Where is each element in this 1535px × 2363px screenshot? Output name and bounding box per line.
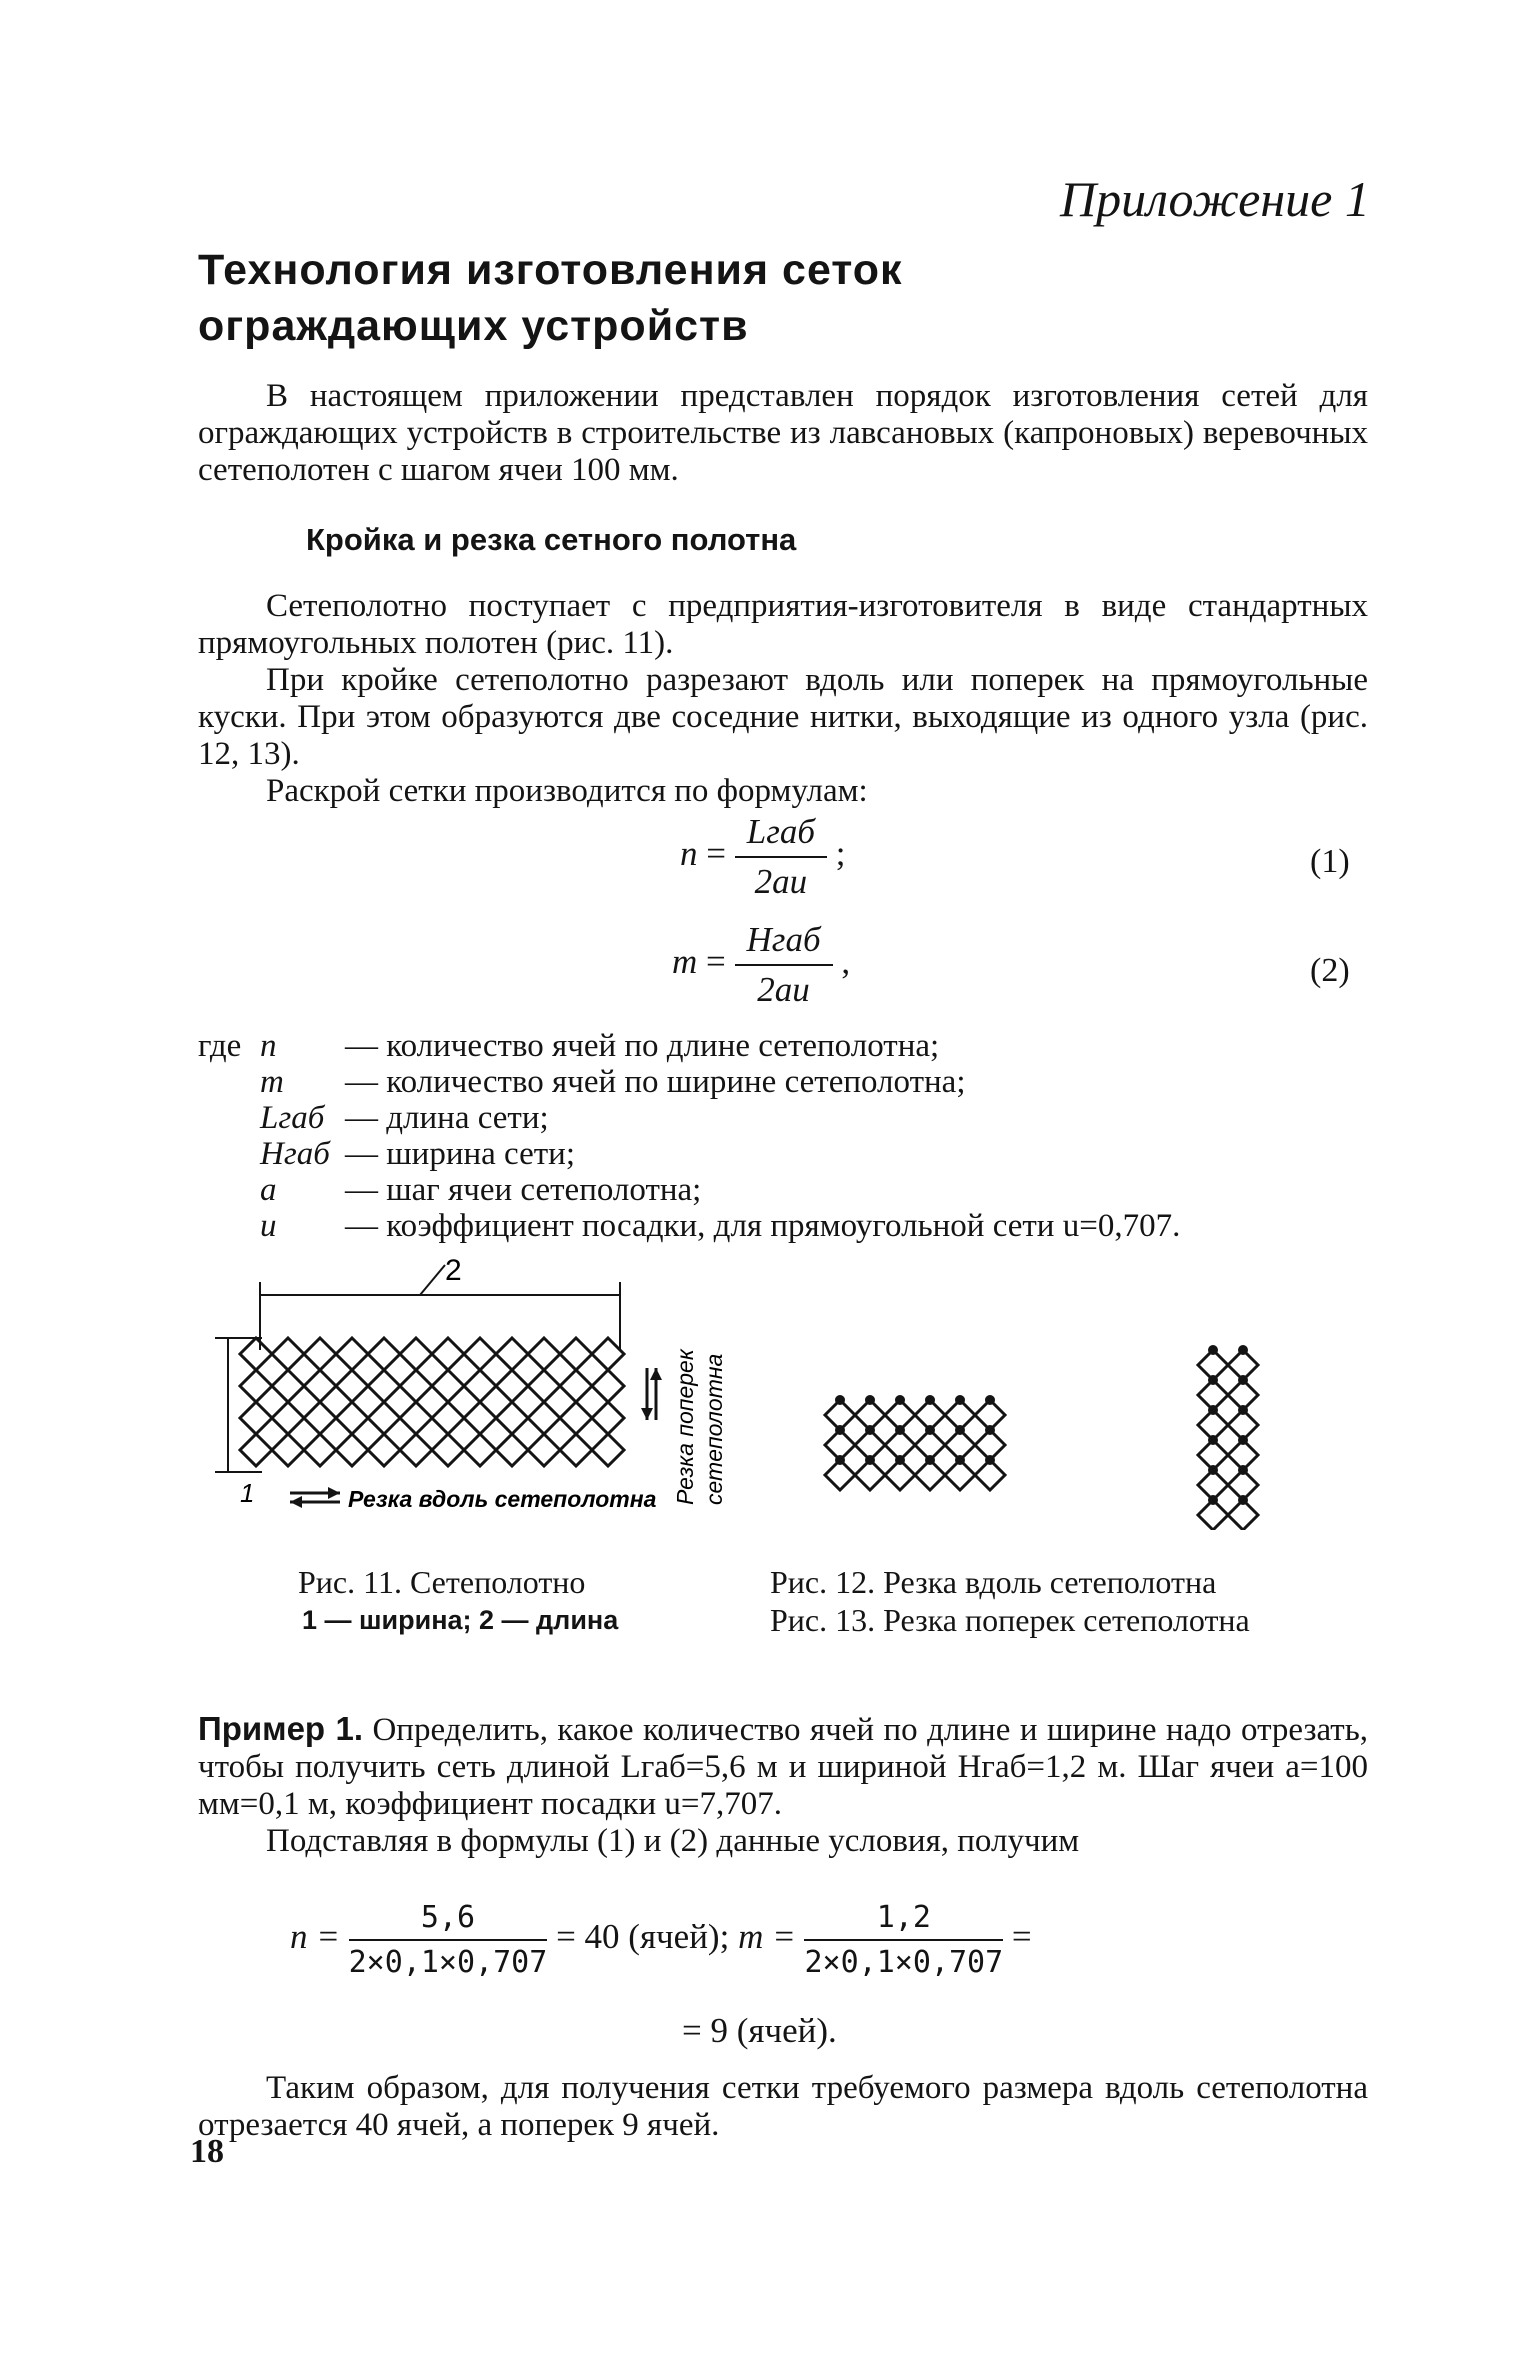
mesh-cell (560, 1402, 592, 1434)
intro-paragraph (198, 378, 1368, 489)
mesh-knot (835, 1425, 845, 1435)
mesh-cell (368, 1370, 400, 1402)
fig11-cut-across-label-1: Резка поперек (672, 1349, 698, 1505)
mesh-knot (1238, 1435, 1248, 1445)
mesh-knot (895, 1425, 905, 1435)
mesh-cell (272, 1338, 304, 1370)
definition-text: — количество ячей по длине сетеполотна; (345, 1028, 940, 1064)
figure-12-net (825, 1395, 1005, 1490)
mesh-knot (925, 1455, 935, 1465)
mesh-cell (400, 1338, 432, 1370)
formula-1 (680, 812, 845, 902)
calc-m-denominator: 2×0,1×0,707 (804, 1945, 1004, 1980)
mesh-knot (925, 1395, 935, 1405)
example-block (198, 1710, 1368, 1860)
calculation-line (290, 1900, 1032, 1980)
mesh-knot (955, 1395, 965, 1405)
caption-11: Рис. 11. Сетеполотно (298, 1564, 586, 1600)
example-text: Определить, какое количество ячей по длине и ширине надо отрезать, чтобы получить сеть длиной Lгаб=5,6 м и шириной Hгаб=1,2 м. Шаг ячеи a=100 мм=0,1 м, коэффициент посадки u=7,707. (198, 1712, 1369, 1822)
definition-row (198, 1208, 1180, 1244)
mesh-cell (368, 1402, 400, 1434)
calc-n-result: = 40 (ячей); (556, 1917, 730, 1957)
mesh-cell (464, 1402, 496, 1434)
mesh-knot (1238, 1345, 1248, 1355)
mesh-cell (592, 1370, 624, 1402)
caption-13: Рис. 13. Резка поперек сетеполотна (770, 1602, 1250, 1638)
formula-2-tail: , (841, 942, 851, 982)
definition-text: — шаг ячеи сетеполотна; (345, 1172, 702, 1208)
conclusion-text: Таким образом, для получения сетки требуемого размера вдоль сетеполотна отрезается 40 ячей, а поперек 9 ячей. (198, 2070, 1368, 2143)
mesh-cell (400, 1370, 432, 1402)
mesh-knot (1208, 1405, 1218, 1415)
formula-2-numerator: Hгаб (735, 920, 833, 966)
mesh-cell (464, 1370, 496, 1402)
formula-1-lhs: n (680, 834, 698, 874)
mesh-cell (528, 1434, 560, 1466)
mesh-cell (496, 1434, 528, 1466)
calc-n-fraction (349, 1900, 548, 1980)
mesh-cell (528, 1338, 560, 1370)
mesh-cell (336, 1434, 368, 1466)
mesh-cell (496, 1338, 528, 1370)
document-title (198, 242, 1198, 354)
mesh-knot (1208, 1435, 1218, 1445)
mesh-knot (835, 1455, 845, 1465)
mesh-knot (895, 1455, 905, 1465)
definition-row (198, 1136, 1180, 1172)
fig11-label-1: 1 (240, 1478, 255, 1508)
mesh-cell (240, 1402, 272, 1434)
mesh-cell (464, 1434, 496, 1466)
mesh-knot (865, 1425, 875, 1435)
page-number: 18 (190, 2133, 224, 2170)
mesh-knot (925, 1425, 935, 1435)
mesh-cell (560, 1370, 592, 1402)
definition-row (198, 1064, 1180, 1100)
definition-symbol: Hгаб (260, 1136, 330, 1172)
calc-n-lhs: n = (290, 1917, 340, 1957)
mesh-knot (955, 1425, 965, 1435)
definition-text: — количество ячей по ширине сетеполотна; (345, 1064, 966, 1100)
title-line-1: Технология изготовления сеток (198, 246, 903, 294)
formula-1-denominator: 2au (754, 862, 808, 901)
mesh-cell (272, 1434, 304, 1466)
formula-2 (672, 920, 850, 1010)
paragraph-1: Сетеполотно поступает с предприятия-изготовителя в виде стандартных прямоугольных полотен (рис. 11). (198, 588, 1368, 661)
caption-11-sub: 1 — ширина; 2 — длина (302, 1605, 619, 1635)
appendix-label: Приложение 1 (1060, 171, 1370, 227)
example-paragraph (198, 1710, 1368, 1823)
figures-area (0, 1250, 1535, 1530)
mesh-cell (304, 1370, 336, 1402)
mesh-cell (304, 1402, 336, 1434)
formula-1-tail: ; (835, 834, 846, 874)
formula-2-fraction (735, 920, 833, 1010)
mesh-cell (560, 1338, 592, 1370)
mesh-cell (432, 1402, 464, 1434)
mesh-knot (1238, 1375, 1248, 1385)
mesh-cell (496, 1370, 528, 1402)
mesh-knot (985, 1395, 995, 1405)
fig11-label-2: 2 (445, 1254, 462, 1287)
mesh-cell (432, 1370, 464, 1402)
figure-13-net (1198, 1345, 1258, 1530)
calc-m-tail: = (1011, 1917, 1032, 1957)
formula-2-denominator: 2au (757, 970, 810, 1009)
mesh-knot (1208, 1345, 1218, 1355)
paragraph-3: Раскрой сетки производится по формулам: (266, 773, 868, 809)
calc-m-fraction (804, 1900, 1003, 1980)
conclusion-paragraph (198, 2070, 1368, 2144)
mesh-cell (528, 1370, 560, 1402)
mesh-cell (496, 1402, 528, 1434)
figure-11 (215, 1254, 727, 1512)
calc-m-numerator: 1,2 (804, 1900, 1003, 1941)
title-line-2: ограждающих устройств (198, 302, 749, 350)
mesh-knot (985, 1455, 995, 1465)
mesh-cell (304, 1434, 336, 1466)
mesh-cell (368, 1338, 400, 1370)
mesh-knot (1238, 1495, 1248, 1505)
formula-1-numerator: Lгаб (735, 812, 827, 858)
definition-symbol: m (260, 1064, 284, 1100)
mesh-cell (592, 1434, 624, 1466)
formula-2-eq: = (706, 942, 726, 982)
formula-1-eq: = (706, 834, 726, 874)
mesh-cell (560, 1434, 592, 1466)
paragraph-2: При кройке сетеполотно разрезают вдоль или поперек на прямоугольные куски. При этом образуются две соседние нитки, выходящие из одного узла (рис. 12, 13). (198, 662, 1368, 772)
definitions-list (198, 1028, 1180, 1244)
mesh-cell (272, 1370, 304, 1402)
formula-2-lhs: m (672, 942, 698, 982)
mesh-cell (464, 1338, 496, 1370)
formula-1-number: (1) (1310, 843, 1350, 880)
formula-2-number: (2) (1310, 952, 1350, 989)
section-heading: Кройка и резка сетного полотна (306, 522, 797, 557)
definition-symbol: a (260, 1172, 277, 1208)
calc-m-lhs: m = (738, 1917, 796, 1957)
definition-row (198, 1028, 1180, 1064)
mesh-cell (240, 1434, 272, 1466)
definition-text: — ширина сети; (345, 1136, 575, 1172)
figure-11-caption (298, 1563, 618, 1639)
mesh-knot (1208, 1495, 1218, 1505)
definition-text: — длина сети; (345, 1100, 549, 1136)
mesh-cell (368, 1434, 400, 1466)
definition-row (198, 1100, 1180, 1136)
definition-symbol: n (260, 1028, 277, 1064)
mesh-cell (240, 1338, 272, 1370)
intro-text: В настоящем приложении представлен порядок изготовления сетей для ограждающих устройств в строительстве из лавсановых (капроновых) веревочных сетеполотен с шагом ячеи 100 мм. (198, 378, 1368, 488)
definitions-where: где (198, 1028, 242, 1064)
mesh-knot (895, 1395, 905, 1405)
calc-n-denominator: 2×0,1×0,707 (348, 1945, 548, 1980)
mesh-cell (400, 1434, 432, 1466)
mesh-knot (865, 1395, 875, 1405)
definition-text: — коэффициент посадки, для прямоугольной сети u=0,707. (345, 1208, 1181, 1244)
calc-n-numerator: 5,6 (349, 1900, 548, 1941)
calc-m-result: = 9 (ячей). (682, 2011, 837, 2050)
mesh-knot (865, 1455, 875, 1465)
mesh-knot (985, 1425, 995, 1435)
mesh-cell (336, 1402, 368, 1434)
mesh-cell (272, 1402, 304, 1434)
formula-1-fraction (735, 812, 827, 902)
mesh-cell (240, 1370, 272, 1402)
mesh-cell (432, 1338, 464, 1370)
mesh-cell (592, 1402, 624, 1434)
definition-symbol: u (260, 1208, 277, 1244)
mesh-knot (1238, 1465, 1248, 1475)
mesh-cell (400, 1402, 432, 1434)
fig11-cut-across-label-2: сетеполотна (701, 1353, 727, 1505)
mesh-cell (528, 1402, 560, 1434)
mesh-knot (1208, 1465, 1218, 1475)
mesh-knot (1208, 1375, 1218, 1385)
mesh-knot (1238, 1405, 1248, 1415)
mesh-cell (432, 1434, 464, 1466)
definition-row (198, 1172, 1180, 1208)
mesh-cell (304, 1338, 336, 1370)
example-label: Пример 1. (198, 1710, 363, 1747)
example-substitute: Подставляя в формулы (1) и (2) данные условия, получим (266, 1823, 1080, 1859)
definition-symbol: Lгаб (260, 1100, 325, 1136)
mesh-cell (336, 1370, 368, 1402)
mesh-cell (336, 1338, 368, 1370)
body-paragraphs (198, 588, 1368, 810)
fig11-cut-along-label: Резка вдоль сетеполотна (348, 1486, 657, 1512)
fig11-net (240, 1338, 624, 1466)
mesh-knot (955, 1455, 965, 1465)
figure-12-13-captions (770, 1563, 1250, 1639)
mesh-knot (835, 1395, 845, 1405)
caption-12: Рис. 12. Резка вдоль сетеполотна (770, 1564, 1217, 1600)
